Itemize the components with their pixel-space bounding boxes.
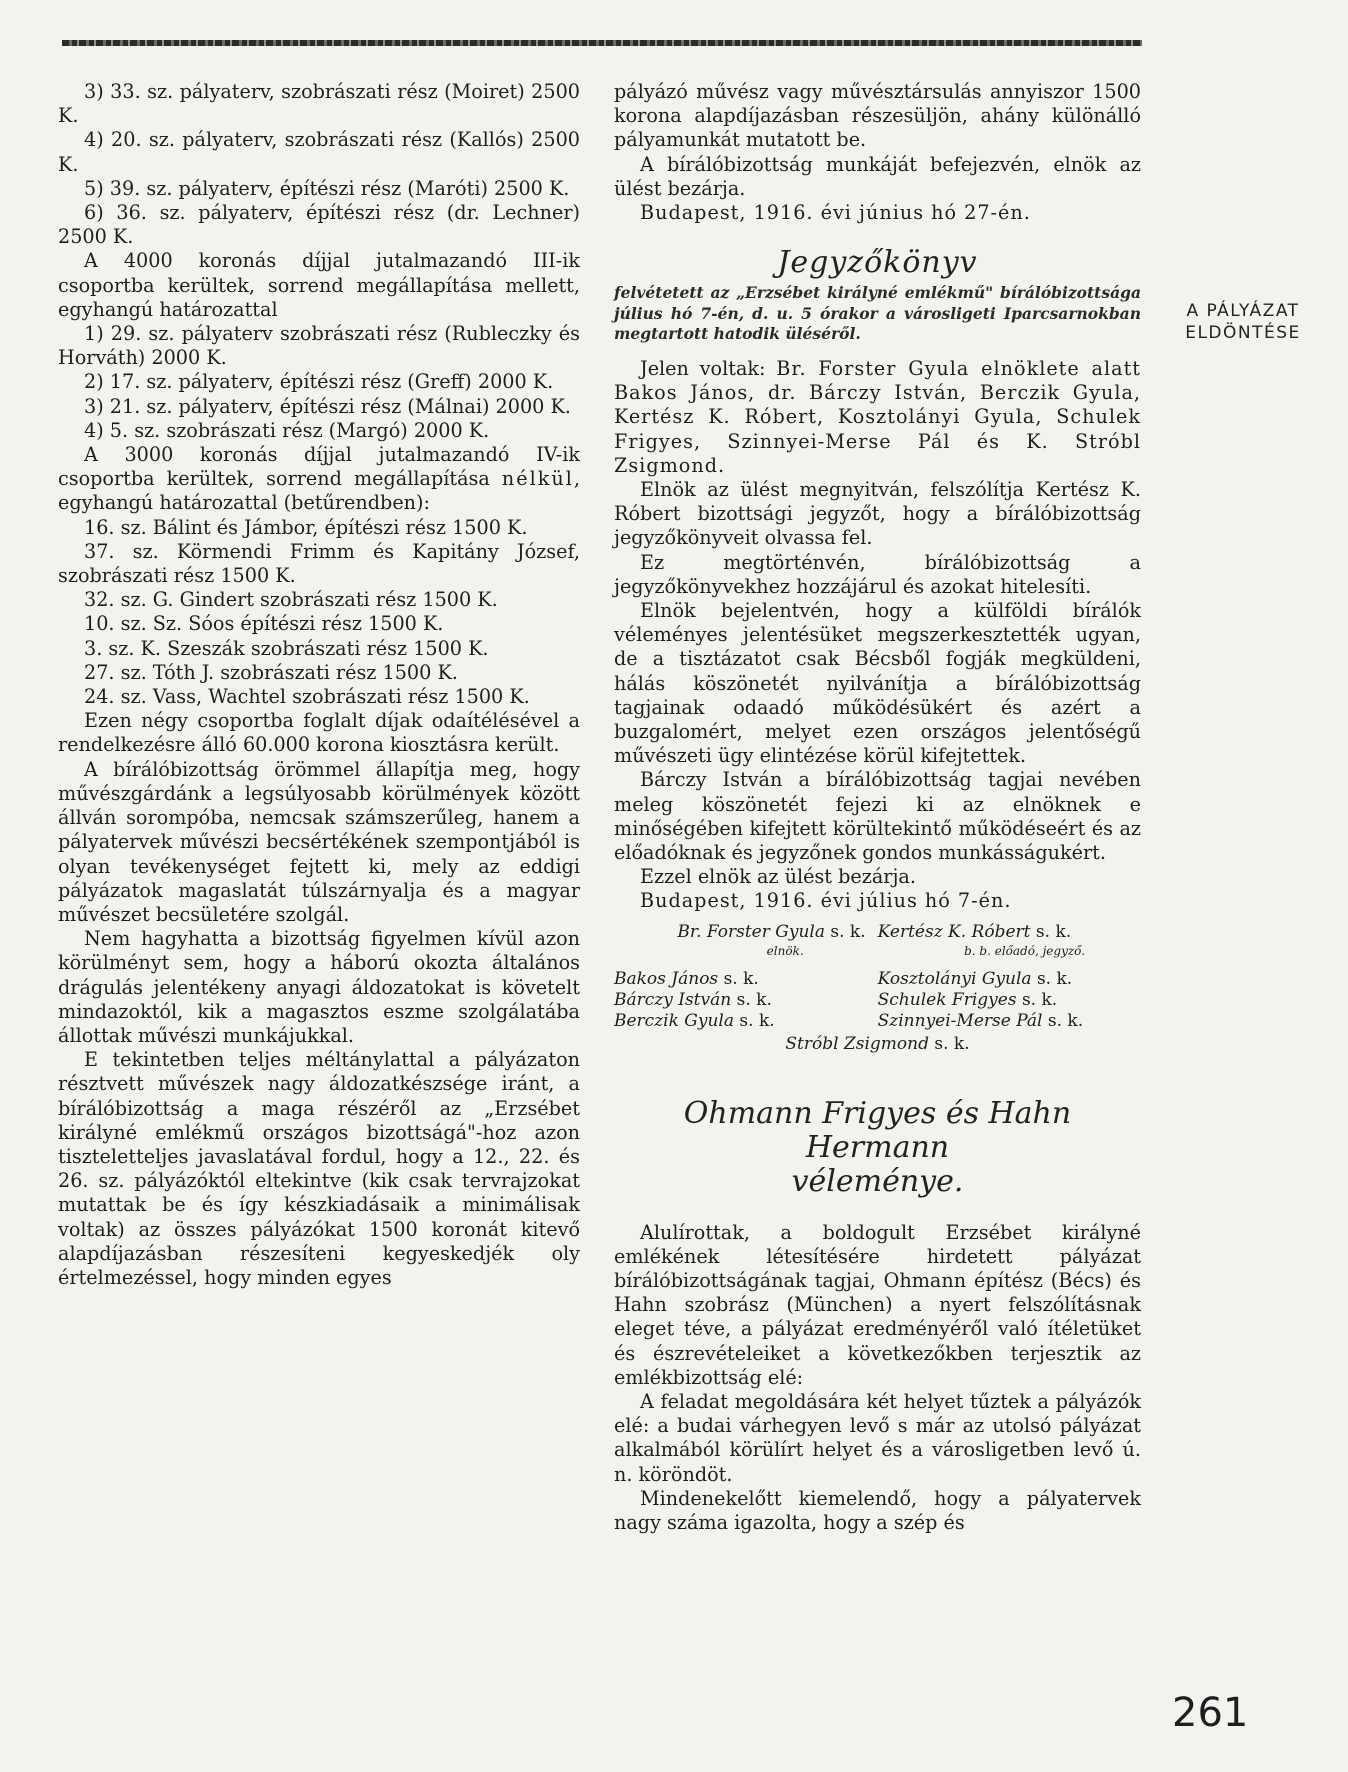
right-column xyxy=(614,80,1141,1535)
list-item: 27. sz. Tóth J. szobrászati rész 1500 K. xyxy=(84,660,458,684)
signature-name: Bárczy István xyxy=(614,989,732,1010)
signature-sk: s. k. xyxy=(739,1010,775,1031)
paragraph: A bírálóbizottság örömmel állapítja meg, hogy művészgárdánk a legsúlyosabb körülmények között állván sorompóba, nemcsak számszerűleg, hanem a pályatervek művészi becsértékének szempontjából is olyan tevékenységet fejtett ki, mely az eddigi pályázatok magaslatát túlszárnyalja és a magyar művészet becsületére szolgál. xyxy=(58,757,580,926)
signature-cell xyxy=(614,990,878,1011)
signature-cell xyxy=(878,1011,1141,1032)
group-intro-iv-rest: , egyhangú határozattal (betűrendben): xyxy=(58,467,580,515)
signature-block xyxy=(614,922,1141,1055)
signature-name: Br. Forster Gyula xyxy=(677,921,825,942)
signature-sk: s. k. xyxy=(934,1033,970,1054)
list-item: 24. sz. Vass, Wachtel szobrászati rész 1500 K. xyxy=(84,685,530,709)
paragraph-continuation: pályázó művész vagy művésztársulás annyiszor 1500 korona alapdíjazásban részesüljön, ahány különálló pályamunkát mutatott be. xyxy=(614,80,1141,152)
paragraph: Alulírottak, a boldogult Erzsébet királyné emlékének létesítésére hirdetett pályázat bírálóbizottságának tagjai, Ohmann építész (Bécs) és Hahn szobrász (München) a nyert felszólításnak eleget téve, a pályázat eredményéről való ítéletüket és észrevételeiket a következőkben terjesztik az emlékbizottság elé: xyxy=(614,1220,1141,1389)
margin-note-line: A PÁLYÁZAT xyxy=(1186,301,1300,321)
signature-row xyxy=(614,969,1141,990)
signature-cell xyxy=(878,990,1141,1011)
signature-sk: s. k. xyxy=(1021,989,1058,1010)
page-number: 261 xyxy=(1172,1690,1249,1736)
signature-sk: s. k. xyxy=(723,968,759,989)
top-ornamental-rule xyxy=(62,40,1142,46)
list-item: 4) 5. sz. szobrászati rész (Margó) 2000 K. xyxy=(84,418,490,442)
paragraph: Ezen négy csoportba foglalt díjak odaítélésével a rendelkezésre álló 60.000 korona kiosztásra került. xyxy=(58,709,580,757)
signature-row xyxy=(614,922,1141,943)
list-item: 16. sz. Bálint és Jámbor, építészi rész 1500 K. xyxy=(84,515,528,539)
list-item: 3) 21. sz. pályaterv, építészi rész (Málnai) 2000 K. xyxy=(84,394,571,418)
left-column xyxy=(58,80,580,1290)
paragraph: Mindenekelőtt kiemelendő, hogy a pályatervek nagy száma igazolta, hogy a szép és xyxy=(614,1486,1141,1535)
paragraph: Bárczy István a bírálóbizottság tagjai nevében meleg köszönetét fejezi ki az elnöknek e minőségében kifejtett körültekintő működéseért és az előadóknak és jegyzőnek gondos munkásságukért. xyxy=(614,768,1141,864)
list-item: 10. sz. Sz. Sóos építészi rész 1500 K. xyxy=(84,612,444,636)
list-item: 4) 20. sz. pályaterv, szobrászati rész (Kallós) 2500 K. xyxy=(58,128,580,176)
signature-role: elnök. xyxy=(766,943,804,958)
signature-sk: s. k. xyxy=(1047,1010,1084,1031)
date-line: Budapest, 1916. évi július hó 7-én. xyxy=(640,889,1012,913)
attendance-paragraph xyxy=(614,357,1141,478)
signature-row xyxy=(614,990,1141,1011)
list-item: 5) 39. sz. pályaterv, építészi rész (Maróti) 2500 K. xyxy=(84,176,570,200)
group-intro-iv xyxy=(58,443,580,516)
list-item: 6) 36. sz. pályaterv, építészi rész (dr. Lechner) 2500 K. xyxy=(58,201,580,249)
signature-cell xyxy=(614,922,878,943)
signature-name: Szinnyei-Merse Pál xyxy=(877,1010,1043,1031)
signature-name: Berczik Gyula xyxy=(614,1010,735,1031)
paragraph: Ez megtörténvén, bírálóbizottság a jegyzőkönyvekhez hozzájárul és azokat hitelesíti. xyxy=(614,550,1141,598)
signature-name: Stróbl Zsigmond xyxy=(785,1033,929,1054)
signature-name: Kosztolányi Gyula xyxy=(877,968,1032,989)
signature-cell xyxy=(878,922,1141,943)
paragraph: A bírálóbizottság munkáját befejezvén, elnök az ülést bezárja. xyxy=(614,152,1141,200)
signature-name: Bakos János xyxy=(614,968,719,989)
minutes-subheading: felvétetett az „Erzsébet királyné emlékmű" bírálóbizottsága július hó 7-én, d. u. 5 órakor a városligeti Iparcsarnokban megtartott hatodik üléséről. xyxy=(614,283,1141,344)
attendance-list: Br. Forster Gyula elnöklete alatt Bakos János, dr. Bárczy István, Berczik Gyula, Kertész K. Róbert, Kosztolányi Gyula, Schulek Frigyes, Szinnyei-Merse Pál és K. Stróbl Zsigmond. xyxy=(614,356,1141,477)
margin-note xyxy=(1168,300,1318,344)
paragraph: E tekintetben teljes méltánylattal a pályázaton résztvett művészek nagy áldozatkészsége iránt, a bírálóbizottság a maga részéről az „Erzsébet királyné emlékmű országos bizottságá"-hoz azon tiszteletteljes javaslatával fordul, hogy a 12., 22. és 26. sz. pályázóktól eltekintve (kik csak tervrajzokat mutattak be és így készkiadásaik a minimálisak voltak) az összes pályázókat 1500 koronát kitevő alapdíjazásban részesíteni kegyeskedjék oly értelmezéssel, hogy minden egyes xyxy=(58,1048,580,1289)
list-item: 3) 33. sz. pályaterv, szobrászati rész (Moiret) 2500 K. xyxy=(58,80,580,128)
signature-cell xyxy=(614,1011,878,1032)
list-item: 32. sz. G. Gindert szobrászati rész 1500 K. xyxy=(84,588,498,612)
list-item: 3. sz. K. Szeszák szobrászati rész 1500 K. xyxy=(84,636,489,660)
signature-name: Kertész K. Róbert xyxy=(877,921,1031,942)
paragraph: A feladat megoldására két helyet tűztek a pályázók elé: a budai várhegyen levő s már az utolsó pályázat alkalmából körülírt helyet és a városligetben levő ú. n. köröndöt. xyxy=(614,1390,1141,1486)
paragraph: Nem hagyhatta a bizottság figyelmen kívül azon körülményt sem, hogy a háború okozta általános drágulás jelentékeny anyagi áldozatokat is követelt mindazoktól, kik a magasztos eszme szolgálatába állottak művészi munkájukkal. xyxy=(58,927,580,1047)
signature-name: Schulek Frigyes xyxy=(877,989,1017,1010)
signature-cell xyxy=(614,969,878,990)
emphasized-word: nélkül xyxy=(501,467,574,491)
attendance-label: Jelen voltak: xyxy=(640,356,766,380)
group-intro-iv-text: A 3000 koronás díjjal jutalmazandó IV-ik csoportba kerültek, sorrend megállapítása xyxy=(58,443,580,491)
paragraph: Elnök az ülést megnyitván, felszólítja Kertész K. Róbert bizottsági jegyzőt, hogy a bírálóbizottság jegyzőkönyveit olvassa fel. xyxy=(614,477,1141,550)
signature-role-row xyxy=(614,943,1141,959)
opinion-heading-line: véleménye. xyxy=(791,1163,964,1199)
signature-cell xyxy=(878,969,1141,990)
paragraph: Elnök bejelentvén, hogy a külföldi bírálók véleményes jelentésüket megszerkesztették ugyan, de a tisztázatot csak Bécsből fogják megküldeni, hálás köszönetét nyilvánítja a bírálóbizottság tagjainak odaadó működésükért és azért a buzgalomért, melyet ezen országos jelentőségű művészeti ügy elintézése körül kifejtettek. xyxy=(614,598,1141,768)
paragraph: Ezzel elnök az ülést bezárja. xyxy=(640,865,916,889)
list-item: 2) 17. sz. pályaterv, építészi rész (Greff) 2000 K. xyxy=(84,370,554,394)
signature-sk: s. k. xyxy=(1035,921,1072,942)
date-line: Budapest, 1916. évi június hó 27-én. xyxy=(640,201,1031,225)
opinion-heading-line: Ohmann Frigyes és Hahn Hermann xyxy=(683,1095,1072,1165)
margin-note-line: ELDÖNTÉSE xyxy=(1185,323,1301,343)
signature-sk: s. k. xyxy=(830,921,866,942)
minutes-heading: Jegyzőkönyv xyxy=(777,245,978,281)
opinion-heading xyxy=(614,1097,1141,1199)
list-item: 37. sz. Körmendi Frimm és Kapitány József, szobrászati rész 1500 K. xyxy=(58,539,580,588)
signature-last xyxy=(614,1034,1141,1055)
group-intro-iii: A 4000 koronás díjjal jutalmazandó III-ik csoportba kerültek, sorrend megállapítása mellett, egyhangú határozattal xyxy=(58,249,580,321)
signature-sk: s. k. xyxy=(1036,968,1073,989)
signature-sk: s. k. xyxy=(736,989,772,1010)
signature-row xyxy=(614,1011,1141,1032)
list-item: 1) 29. sz. pályaterv szobrászati rész (Rubleczky és Horváth) 2000 K. xyxy=(58,322,580,370)
signature-role: b. b. előadó, jegyző. xyxy=(964,943,1086,958)
